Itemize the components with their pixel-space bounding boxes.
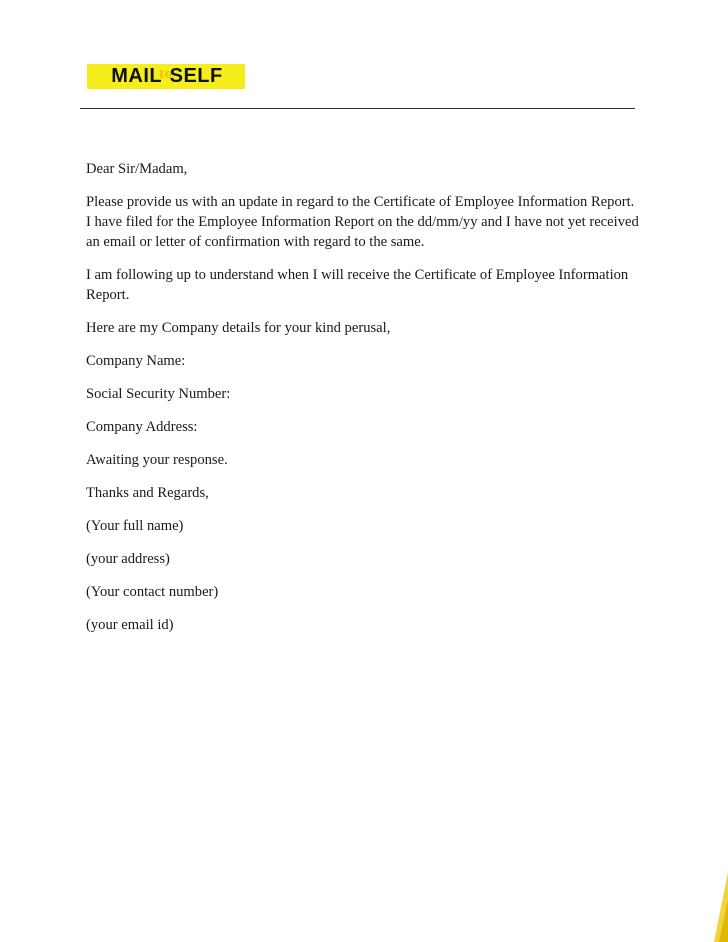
company-address-line: Company Address:	[86, 419, 198, 435]
logo-text-self: SELF	[169, 65, 223, 87]
salutation: Dear Sir/Madam,	[86, 161, 188, 177]
sender-contact-number: (Your contact number)	[86, 584, 219, 600]
ssn-line: Social Security Number:	[86, 386, 231, 402]
logo-text-mail: MAIL	[111, 65, 163, 87]
paragraph-company-details-intro: Here are my Company details for your kind perusal,	[86, 320, 391, 336]
letter-body	[86, 159, 642, 648]
company-name-line: Company Name:	[86, 353, 186, 369]
paragraph-update-request: Please provide us with an update in regard to the Certificate of Employee Information Report. I have filed for the Employee Information Report on the dd/mm/yy and I have not yet received an email or letter of confirmation with regard to the same.	[86, 194, 639, 250]
corner-decoration	[714, 872, 728, 942]
logo-text-to: to	[159, 66, 173, 82]
mailtoself-logo	[87, 64, 245, 89]
sender-address: (your address)	[86, 551, 170, 567]
awaiting-response-line: Awaiting your response.	[86, 452, 228, 468]
closing-line: Thanks and Regards,	[86, 485, 209, 501]
sender-full-name: (Your full name)	[86, 518, 184, 534]
paragraph-follow-up: I am following up to understand when I will receive the Certificate of Employee Information Report.	[86, 267, 629, 303]
sender-email: (your email id)	[86, 617, 174, 633]
header-divider	[80, 108, 635, 109]
